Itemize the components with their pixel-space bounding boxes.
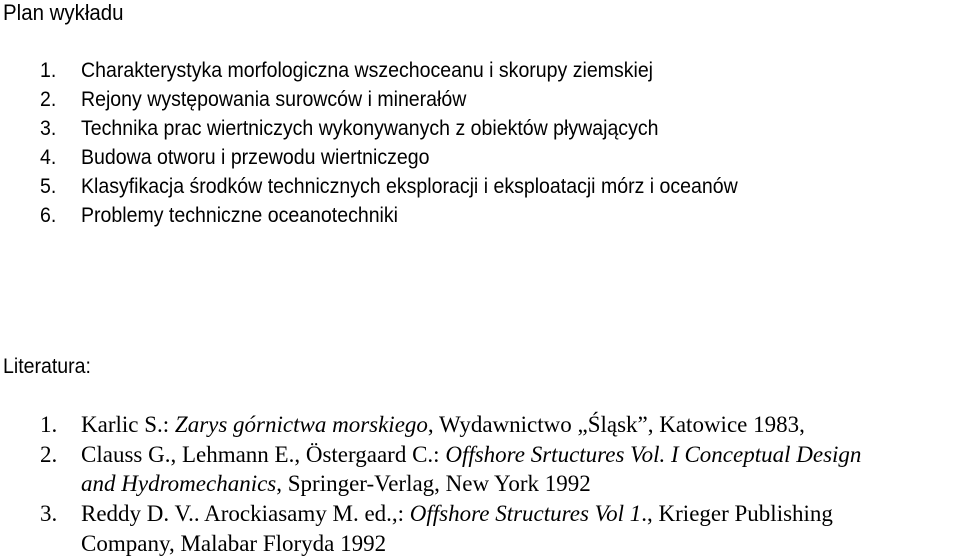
literature-heading: Literatura: [3,355,91,378]
literature-item-text [81,443,861,467]
plan-item-number: 4. [40,146,57,169]
literature-item-continuation [81,532,386,556]
literature-item-number: 2. [40,442,58,467]
literature-item-text [81,413,805,437]
plan-item-number: 3. [40,117,57,140]
plan-item-text: Klasyfikacja środków technicznych eksploracji i eksploatacji mórz i oceanów [81,175,738,198]
literature-author: Karlic S.: [81,412,170,437]
plan-heading: Plan wykładu [3,0,124,25]
literature-item-number: 1. [40,412,58,437]
literature-title: and Hydromechanics [81,471,277,496]
literature-title: Zarys górnictwa morskiego [174,412,428,437]
plan-item-text: Charakterystyka morfologiczna wszechoceanu i skorupy ziemskiej [81,59,654,82]
literature-title: Offshore Structures Vol 1 [409,501,642,526]
literature-publisher: , Wydawnictwo „Śląsk”, Katowice 1983, [427,412,805,437]
literature-publisher: , Springer-Verlag, New York 1992 [276,471,591,496]
literature-title: Offshore Srtuctures Vol. I Conceptual Design [445,442,862,467]
plan-item-text: Problemy techniczne oceanotechniki [81,204,399,227]
literature-author: Clauss G., Lehmann E., Östergaard C.: [81,442,440,467]
literature-item-text [81,502,833,526]
literature-author: Reddy D. V.. Arockiasamy M. ed.,: [81,501,405,526]
literature-item-continuation [81,472,591,496]
literature-item-number: 3. [40,501,58,526]
plan-item-text: Budowa otworu i przewodu wiertniczego [81,146,430,169]
plan-item-number: 2. [40,88,57,111]
plan-item-text: Rejony występowania surowców i minerałów [81,88,467,111]
plan-item-text: Technika prac wiertniczych wykonywanych z obiektów pływających [81,117,659,140]
plan-item-number: 5. [40,175,57,198]
literature-publisher: Company, Malabar Floryda 1992 [81,531,387,556]
plan-item-number: 1. [40,59,57,82]
plan-item-number: 6. [40,204,57,227]
literature-publisher: ., Krieger Publishing [641,501,833,526]
